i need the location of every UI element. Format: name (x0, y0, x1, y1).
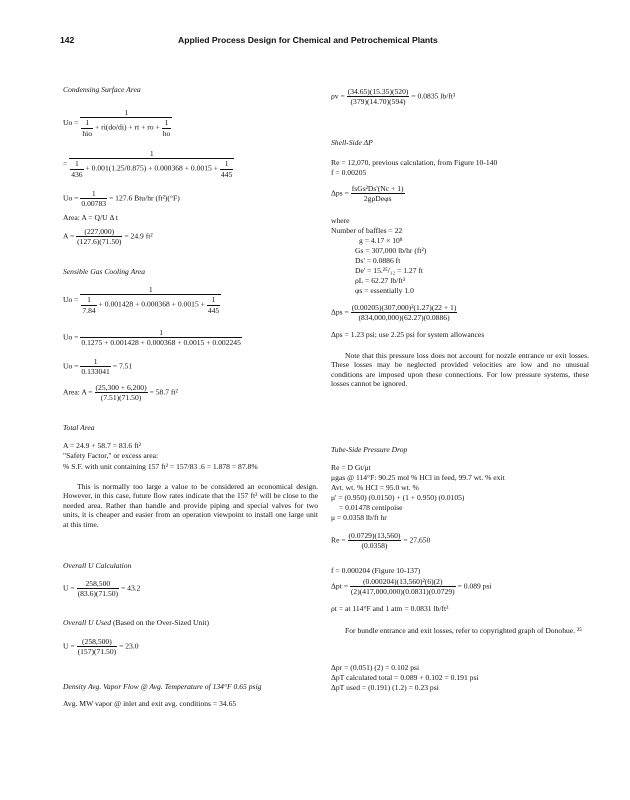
eq-rhs: = 24.9 ft² (124, 231, 153, 241)
eq-lhs: Uo = (63, 332, 79, 342)
fraction (80, 285, 221, 315)
eq-lhs: A = (63, 231, 75, 241)
uo-equation (63, 108, 318, 138)
overall-equation (63, 579, 318, 599)
total-line-2: "Safety Factor," or excess area: (63, 451, 159, 460)
numerator: (258,500) (82, 637, 112, 646)
var-de: De' = 15.²⁵/₁₂ = 1.27 ft (355, 266, 424, 275)
sensible-u3 (63, 357, 318, 377)
var-g: g = 4.17 × 10⁸ (359, 236, 403, 245)
eq-lhs: Δps = (331, 188, 349, 198)
final-line-1: Δpr = (0.051) (2) = 0.102 psi (331, 663, 420, 672)
sensible-u1 (63, 285, 318, 315)
fraction (80, 357, 110, 377)
numerator: 1 (159, 328, 164, 337)
numerator: 1 (75, 159, 79, 169)
eq-lhs: U = (63, 641, 75, 651)
denominator: 445 (220, 169, 233, 179)
total-line-3: % S.F. with unit containing 157 ft² = 157/83 .6 = 1.878 = 87.8% (63, 462, 258, 471)
fraction (351, 303, 458, 323)
numerator: 258,500 (85, 579, 111, 588)
numerator: 1 (224, 159, 229, 169)
denominator-terms: + 0.001428 + 0.000368 + 0.0015 + (96, 300, 207, 310)
inner-fraction (220, 159, 233, 179)
denominator: 445 (207, 305, 220, 315)
tube-line-5: = 0.01478 centipoise (339, 503, 403, 512)
tube-line-6: μ = 0.0358 lb/ft hr (331, 513, 387, 522)
denominator (69, 158, 234, 179)
eq-lhs: Area: A = (63, 387, 93, 397)
denominator: (157)(71.50) (77, 647, 117, 657)
heading-rest: (Based on the Over-Sized Unit) (111, 618, 210, 627)
eq-lhs: Uo = (63, 294, 79, 304)
where-label: where (331, 216, 350, 225)
numerator: 1 (148, 285, 153, 294)
eq-lhs: = (63, 158, 68, 168)
numerator: 1 (211, 295, 216, 305)
sensible-heading: Sensible Gas Cooling Area (63, 267, 146, 276)
tube-dp-equation (331, 577, 589, 597)
final-line-2: ΔpT calculated total = 0.089 + 0.102 = 0.191 psi (331, 673, 479, 682)
denominator: hio (82, 128, 93, 138)
numerator: (34.65)(15.35)(520) (347, 87, 409, 96)
eq-lhs: Uo = (63, 117, 79, 127)
fraction (95, 383, 148, 403)
condensing-heading: Condensing Surface Area (63, 85, 141, 94)
denominator: 0.00783 (81, 199, 107, 209)
denominator: (834,000,000)(62.27)(0.0886) (351, 312, 458, 322)
page-number: 142 (60, 35, 75, 45)
fraction (351, 184, 405, 204)
eq-lhs: U = (63, 583, 75, 593)
area-definition: Area: A = Q/U Δ t (63, 213, 118, 222)
numerator: 1 (87, 295, 91, 305)
eq-rhs: = 27,650 (403, 535, 431, 545)
inner-fraction (207, 295, 220, 315)
uo-result (63, 189, 318, 209)
eq-rhs: = 58.7 ft² (149, 387, 178, 397)
fraction (69, 149, 234, 179)
shell-dp-result: Δps = 1.23 psi; use 2.25 psi for system allowances (331, 330, 485, 339)
inner-fraction (162, 118, 172, 138)
inner-fraction (70, 159, 83, 179)
baffles: Number of baffles = 22 (331, 226, 403, 235)
fraction (348, 531, 402, 551)
denominator: (2)(417,000,000)(0.0831)(0.0729) (350, 587, 455, 597)
overall-heading: Overall U Calculation (63, 561, 132, 570)
numerator: 1 (93, 357, 98, 366)
shell-side-heading: Shell-Side ΔP (331, 138, 373, 147)
eq-rhs: = 0.0835 lb/ft³ (411, 91, 456, 101)
tube-line-3: Avt. wt. % HCl = 95.0 wt. % (331, 483, 419, 492)
eq-lhs: ρv = (331, 91, 345, 101)
fraction (347, 87, 410, 107)
shell-dp-formula (331, 184, 589, 204)
tube-line-2: μgas @ 114°F: 90.25 mol % HCl in feed, 99.7 wt. % exit (331, 473, 505, 482)
numerator: (0.00205)(307,000)²(1.27)(22 + 1) (351, 303, 457, 312)
eq-rhs: = 7.51 (112, 361, 133, 371)
density-heading: Density Avg. Vapor Flow @ Avg. Temperature of 134°F 0.65 psig (63, 682, 262, 691)
sensible-area (63, 383, 318, 403)
denominator: (7.51)(71.50) (95, 392, 148, 402)
eq-rhs: = 0.089 psi (457, 581, 492, 591)
fraction (77, 579, 120, 599)
eq-rhs: = 127.6 Btu/hr (ft²)(°F) (108, 193, 180, 203)
denominator: (379)(14.70)(594) (347, 96, 410, 106)
inner-fraction (81, 295, 96, 315)
total-heading: Total Area (63, 423, 95, 432)
eq-lhs: Re = (331, 535, 346, 545)
eq-rhs: = 43.2 (120, 583, 141, 593)
overall-used-heading (63, 618, 318, 627)
denominator: 0.133041 (81, 367, 110, 377)
fraction (80, 328, 242, 348)
fraction (350, 577, 456, 597)
denominator (80, 294, 221, 315)
final-line-3: ΔpT used = (0.191) (1.2) = 0.23 psi (331, 683, 439, 692)
uo-equation-numeric (63, 149, 318, 179)
bundle-paragraph: For bundle entrance and exit losses, refer to copyrighted graph of Donohue. ²⁵ (345, 626, 582, 635)
denominator (80, 117, 172, 138)
fraction (77, 637, 118, 657)
var-phi: φs = essentially 1.0 (355, 286, 414, 295)
tube-side-heading: Tube-Side Pressure Drop (331, 445, 408, 454)
shell-line-1: Re = 12,070, previous calculation, from Figure 10-140 (331, 158, 498, 167)
running-title: Applied Process Design for Chemical and Petrochemical Plants (178, 35, 438, 45)
tube-density: ρt = at 114°F and 1 atm = 0.0831 lb/ft³ (331, 604, 449, 613)
fraction (76, 227, 122, 247)
fraction (80, 189, 107, 209)
denominator: 436 (71, 169, 83, 179)
var-gs: Gs = 307,000 lb/hr (ft²) (355, 246, 427, 255)
denominator: (127.6)(71.50) (77, 237, 122, 247)
numerator: 1 (149, 149, 154, 158)
eq-rhs: = 23.0 (119, 641, 139, 651)
density-line: Avg. MW vapor @ inlet and exit avg. conditions = 34.65 (63, 699, 237, 708)
fraction (80, 108, 172, 138)
eq-lhs: Δpt = (331, 581, 348, 591)
numerator: 1 (164, 118, 169, 128)
numerator: 1 (85, 118, 90, 128)
denominator: (0.0358) (348, 540, 402, 550)
var-ds: Ds' = 0.0886 ft (355, 256, 401, 265)
shell-line-2: f = 0.00205 (331, 168, 367, 177)
overall-used-equation (63, 637, 318, 657)
friction-factor: f = 0.000204 (Figure 10-137) (331, 566, 421, 575)
total-line-1: A = 24.9 + 58.7 = 83.6 ft² (63, 441, 141, 450)
tube-line-4: μ' = (0.950) (0.0150) + (1 + 0.950) (0.0105) (331, 493, 465, 502)
denominator-terms: + 0.001(1.25/0.875) + 0.000368 + 0.0015 + (83, 164, 220, 174)
tube-line-1: Re = D Gt/μt (331, 463, 371, 472)
note-paragraph: Note that this pressure loss does not account for nozzle entrance or exit losses. These losses may be neglected provided velocities are low and no unusual conditions are imposed upon these connections. For low pressure systems, these losses cannot be ignored. (331, 351, 589, 389)
paragraph-economics: This is normally too large a value to be considered an economical design. However, in this case, future flow rates indicate that the 157 ft² will be close to the needed area. Rather than handle and provide piping and special valves for two units, it is cheaper and easier from an operation viewpoint to install one large unit at this time. (63, 482, 318, 529)
var-rhoL: ρL = 62.27 lb/ft³ (355, 276, 406, 285)
shell-dp-calc (331, 303, 589, 323)
denominator: ho (162, 128, 171, 138)
sensible-u2 (63, 328, 318, 348)
numerator: 1 (124, 108, 129, 117)
heading-italic: Overall U Used (63, 618, 112, 627)
numerator: 1 (91, 189, 96, 198)
inner-fraction (81, 118, 93, 138)
eq-lhs: Uo = (63, 361, 79, 371)
numerator: (227,000) (84, 227, 115, 236)
rho-v-equation (331, 87, 589, 107)
denominator: (83.6)(71.50) (77, 589, 119, 599)
numerator: (0.000204)(13,560)²(6)(2) (363, 577, 443, 586)
condensing-area (63, 227, 318, 247)
eq-lhs: Δps = (331, 307, 349, 317)
eq-lhs: Uo = (63, 193, 79, 203)
denominator-terms: + ri(do/di) + rt + ro + (93, 123, 162, 133)
denominator: 7.84 (82, 305, 96, 315)
denominator: 0.1275 + 0.001428 + 0.000368 + 0.0015 + 0.002245 (81, 338, 241, 348)
numerator: (0.0729)(13,560) (348, 531, 401, 540)
denominator: 2gρDeφs (351, 193, 405, 203)
numerator: (25,300 + 6,200) (95, 383, 147, 392)
numerator: fsGs²Ds'(Nc + 1) (351, 184, 404, 193)
reynolds-equation (331, 531, 589, 551)
